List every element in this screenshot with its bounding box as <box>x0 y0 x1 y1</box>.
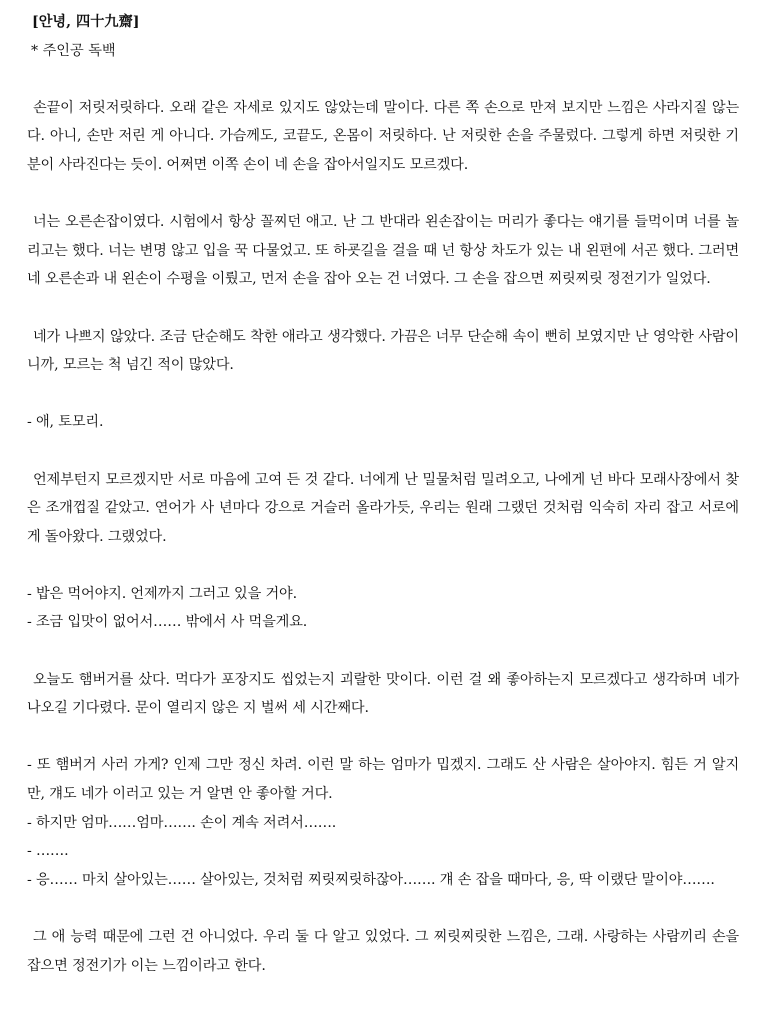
dialogue-line: - ……. <box>27 843 69 860</box>
document-title: [안녕, 四十九齋] <box>32 14 140 30</box>
paragraph-gap <box>27 180 739 209</box>
paragraph-gap <box>27 637 739 666</box>
paragraph-4: 언제부턴지 모르겠지만 서로 마음에 고여 든 것 같다. 너에게 난 밀물처럼 밀려오고, 나에게 넌 바다 모래사장에서 찾은 조개껍질 같았고. 연어가 사 년마다 강으로 거슬러 올라가듯, 우리는 원래 그랬던 것처럼 익숙히 자리 잡고 서로에게 돌아왔다. 그랬었다. <box>27 471 739 545</box>
paragraph-gap <box>27 437 739 466</box>
paragraph-5: 오늘도 햄버거를 샀다. 먹다가 포장지도 씹었는지 괴랄한 맛이다. 이런 걸 왜 좋아하는지 모르겠다고 생각하며 네가 나오길 기다렸다. 문이 열리지 않은 지 벌써 세 시간째다. <box>27 671 739 717</box>
dialogue-line: - 애, 토모리. <box>27 414 104 431</box>
paragraph-gap <box>27 294 739 323</box>
paragraph-6: 그 애 능력 때문에 그런 건 아니었다. 우리 둘 다 알고 있었다. 그 찌릿찌릿한 느낌은, 그래. 사랑하는 사람끼리 손을 잡으면 정전기가 이는 느낌이라고 한다. <box>27 929 739 974</box>
paragraph-2: 너는 오른손잡이였다. 시험에서 항상 꼴찌던 애고. 난 그 반대라 왼손잡이는 머리가 좋다는 얘기를 들먹이며 너를 놀리고는 했다. 너는 변명 않고 입을 꾹 다물었고. 또 하굣길을 걸을 때 넌 항상 차도가 있는 내 왼편에 서곤 했다. 그러면 네 오른손과 내 왼손이 수평을 이뤘고, 먼저 손을 잡아 오는 건 너였다. 그 손을 잡으면 찌릿찌릿 정전기가 일었다. <box>27 214 739 288</box>
dialogue-line: - 하지만 엄마……엄마……. 손이 계속 저려서……. <box>27 814 337 831</box>
paragraph-gap <box>27 551 739 580</box>
paragraph-gap <box>27 894 739 923</box>
dialogue-line: - 밥은 먹어야지. 언제까지 그러고 있을 거야. <box>27 585 297 602</box>
paragraph-1: 손끝이 저릿저릿하다. 오래 같은 자세로 있지도 않았는데 말이다. 다른 쪽 손으로 만져 보지만 느낌은 사라지질 않는다. 아니, 손만 저린 게 아니다. 가슴께도, 코끝도, 온몸이 저릿하다. 난 저릿한 손을 주물렀다. 그렇게 하면 저릿한 기분이 사라진다는 듯이. 어쩌면 이쪽 손이 네 손을 잡아서일지도 모르겠다. <box>27 99 739 173</box>
paragraph-gap <box>27 380 739 409</box>
document-subtitle: * 주인공 독백 <box>31 42 116 59</box>
paragraph-gap <box>27 723 739 752</box>
dialogue-line: - 또 햄버거 사러 가게? 인제 그만 정신 차려. 이런 말 하는 엄마가 밉겠지. 그래도 산 사람은 살아야지. 힘든 거 알지만, 걔도 네가 이러고 있는 거 알면 안 좋아할 거다. <box>27 757 739 803</box>
paragraph-3: 네가 나쁘지 않았다. 조금 단순해도 착한 애라고 생각했다. 가끔은 너무 단순해 속이 뻔히 보였지만 난 영악한 사람이니까, 모르는 척 넘긴 적이 많았다. <box>27 328 739 374</box>
dialogue-line: - 응…… 마치 살아있는…… 살아있는, 것처럼 찌릿찌릿하잖아……. 걔 손 잡을 때마다, 응, 딱 이랬단 말이야……. <box>27 871 715 888</box>
document-page <box>27 8 739 980</box>
dialogue-line: - 조금 입맛이 없어서…… 밖에서 사 먹을게요. <box>27 614 308 631</box>
